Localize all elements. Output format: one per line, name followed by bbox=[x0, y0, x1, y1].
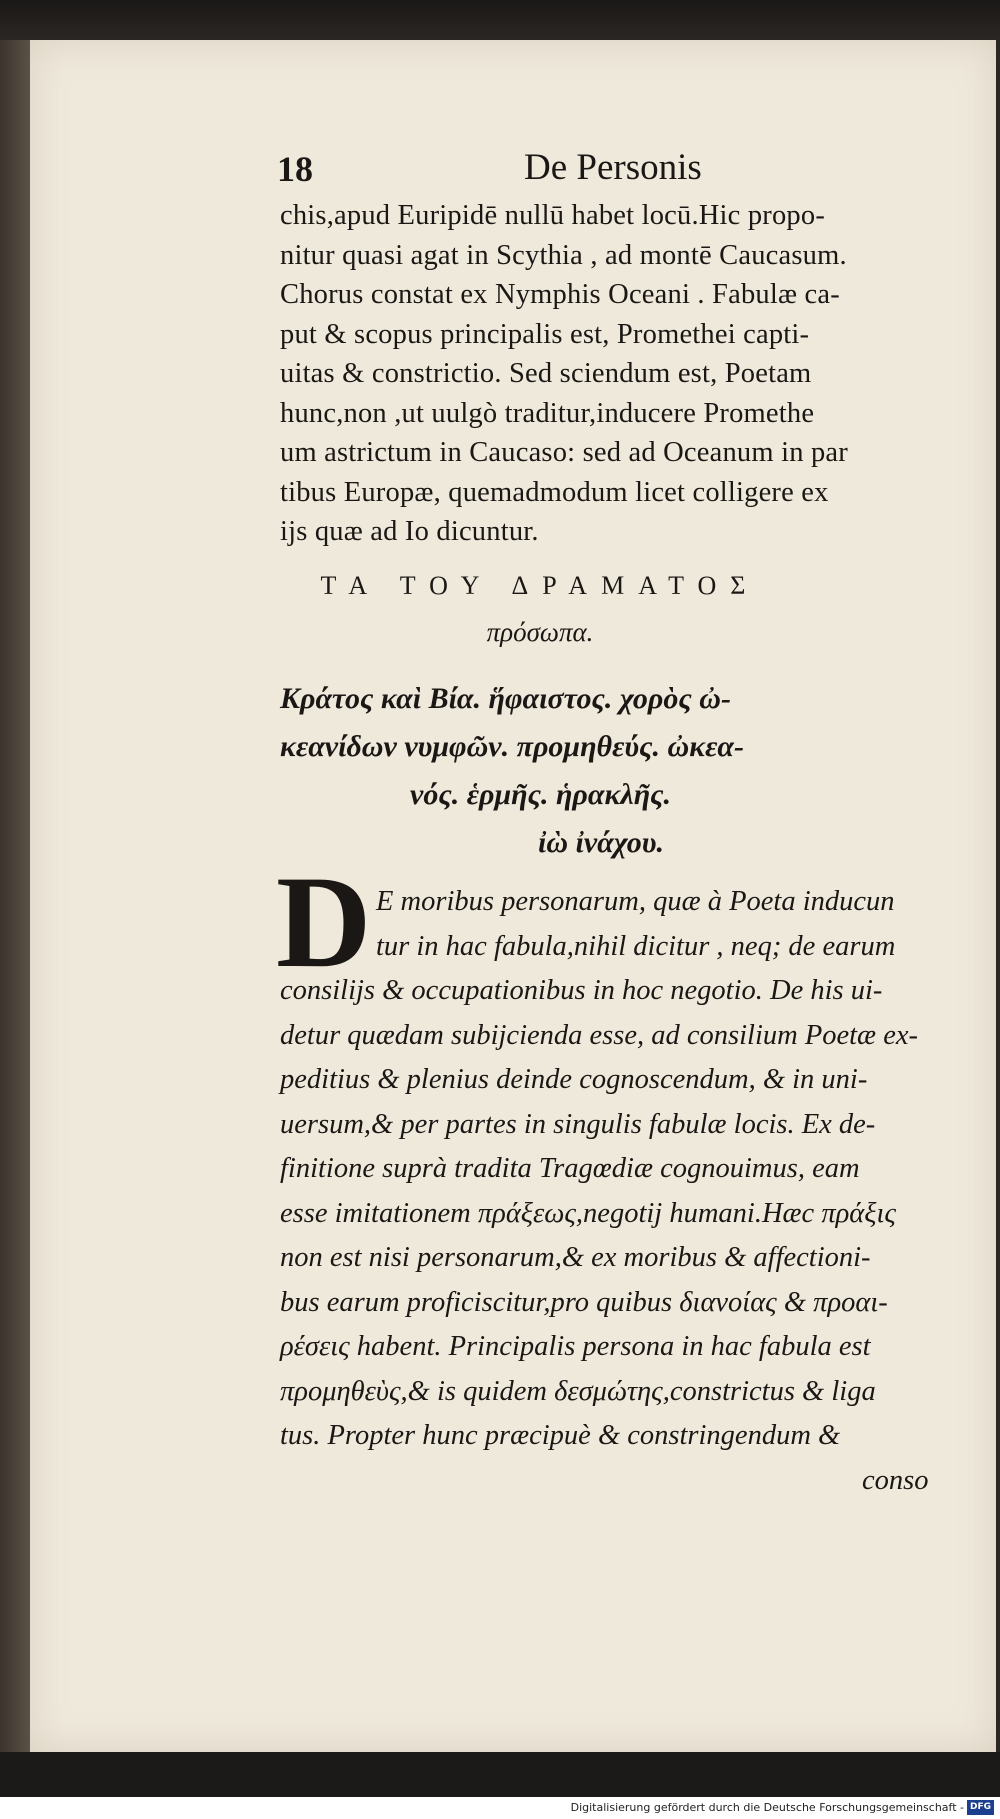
funding-credit: Digitalisierung gefördert durch die Deutsche Forschungsgemeinschaft - bbox=[570, 1801, 964, 1814]
dramatis-title: ΤΑ ΤΟΥ ΔΡΑΜΑΤΟΣ bbox=[320, 571, 760, 600]
text-line: προμηθεὺς,& is quidem δεσμώτης,constrictus & liga bbox=[280, 1375, 876, 1407]
greek-line: νός. ἑρμῆς. ἡρακλῆς. bbox=[410, 778, 672, 811]
text-line: detur quædam subijcienda esse, ad consilium Poetæ ex- bbox=[280, 1019, 918, 1051]
text-line: bus earum proficiscitur,pro quibus διανοίας & προαι- bbox=[280, 1286, 888, 1318]
text-line: peditius & plenius deinde cognoscendum, & in uni- bbox=[280, 1064, 868, 1095]
scan-top-border bbox=[0, 0, 1000, 40]
running-head: De Personis bbox=[524, 147, 702, 188]
intro-paragraph bbox=[280, 196, 848, 552]
text-line: uersum,& per partes in singulis fabulæ locis. Ex de- bbox=[280, 1108, 876, 1140]
text-line: uitas & constrictio. Sed sciendum est, Poetam bbox=[280, 358, 812, 389]
greek-line: Κράτος καὶ Βία. ἥφαιστος. χορὸς ὠ- bbox=[280, 682, 731, 715]
text-line: um astrictum in Caucaso: sed ad Oceanum in par bbox=[280, 437, 848, 468]
dramatis-subtitle: πρόσωπα. bbox=[486, 617, 594, 647]
text-line: Chorus constat ex Nymphis Oceani . Fabulæ ca- bbox=[280, 279, 840, 310]
text-line: ρέσεις habent. Principalis persona in hac fabula est bbox=[280, 1331, 871, 1362]
text-line: ijs quæ ad Io dicuntur. bbox=[280, 516, 539, 547]
text-line: consilijs & occupationibus in hoc negotio. De his ui- bbox=[280, 975, 883, 1006]
dfg-logo: DFG bbox=[967, 1800, 994, 1815]
drop-cap: D bbox=[276, 848, 372, 995]
text-line: E moribus personarum, quæ à Poeta inducun bbox=[376, 886, 895, 917]
text-line: finitione suprà tradita Tragœdiæ cognouimus, eam bbox=[280, 1153, 860, 1184]
text-line: nitur quasi agat in Scythia , ad montē Caucasum. bbox=[280, 239, 847, 271]
text-line: hunc,non ,ut uulgò traditur,inducere Promethe bbox=[280, 397, 815, 429]
greek-line: ἰὼ ἰνάχου. bbox=[538, 826, 664, 859]
scan-bottom-border bbox=[0, 1752, 1000, 1797]
text-line: tur in hac fabula,nihil dicitur , neq; de earum bbox=[376, 930, 896, 962]
main-paragraph bbox=[280, 880, 929, 1503]
text-line: tus. Propter hunc præcipuè & constringendum & bbox=[280, 1420, 841, 1451]
text-line: chis,apud Euripidē nullū habet locū.Hic propo- bbox=[280, 200, 826, 231]
text-line: non est nisi personarum,& ex moribus & affectioni- bbox=[280, 1242, 871, 1273]
text-line: esse imitationem πράξεως,negotij humani.Hæc πράξις bbox=[280, 1197, 896, 1229]
text-line: tibus Europæ, quemadmodum licet colligere ex bbox=[280, 476, 829, 508]
catchword: conso bbox=[862, 1464, 929, 1496]
text-line: put & scopus principalis est, Promethei capti- bbox=[280, 318, 810, 350]
book-spine bbox=[0, 40, 30, 1752]
page-number: 18 bbox=[277, 149, 313, 189]
dramatis-personae-list bbox=[280, 675, 744, 867]
greek-line: κεανίδων νυμφῶν. προμηθεύς. ὠκεα- bbox=[280, 730, 744, 763]
